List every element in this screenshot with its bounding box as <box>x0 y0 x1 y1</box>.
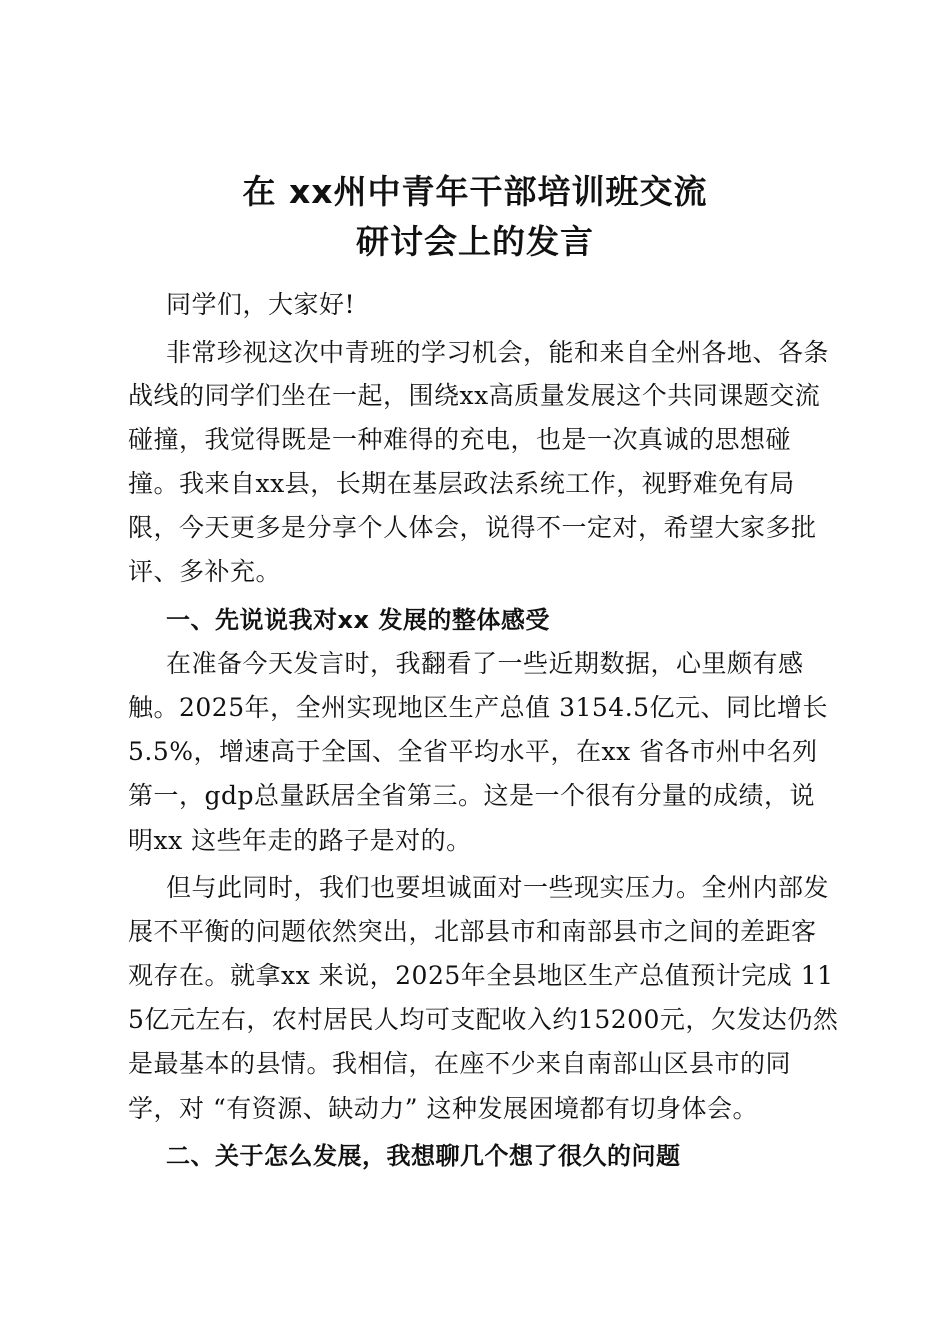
paragraph-2-line-1: 在准备今天发言时，我翻看了一些近期数据，心里颇有感 <box>166 649 804 678</box>
paragraph-2-line-5: 明xx 这些年走的路子是对的。 <box>128 826 472 855</box>
paragraph-1-line-4: 撞。我来自xx县，长期在基层政法系统工作，视野难免有局 <box>128 469 795 498</box>
greeting: 同学们，大家好! <box>166 290 356 319</box>
paragraph-3-line-3: 观存在。就拿xx 来说，2025年全县地区生产总值预计完成 11 <box>128 961 834 990</box>
paragraph-3-line-4: 5亿元左右，农村居民人均可支配收入约15200元，欠发达仍然 <box>128 1005 839 1034</box>
paragraph-3-line-1: 但与此同时，我们也要坦诚面对一些现实压力。全州内部发 <box>166 873 830 902</box>
paragraph-3-line-5: 是最基本的县情。我相信，在座不少来自南部山区县市的同 <box>128 1049 792 1078</box>
paragraph-2-line-4: 第一，gdp总量跃居全省第三。这是一个很有分量的成绩，说 <box>128 781 816 810</box>
paragraph-1-line-3: 碰撞，我觉得既是一种难得的充电，也是一次真诚的思想碰 <box>128 425 792 454</box>
document-title-line-1: 在 xx州中青年干部培训班交流 <box>242 172 708 211</box>
paragraph-3-line-2: 展不平衡的问题依然突出，北部县市和南部县市之间的差距客 <box>128 917 817 946</box>
paragraph-1-line-2: 战线的同学们坐在一起，围绕xx高质量发展这个共同课题交流 <box>128 381 821 410</box>
paragraph-1-line-6: 评、多补充。 <box>128 557 282 586</box>
paragraph-1-line-5: 限，今天更多是分享个人体会，说得不一定对，希望大家多批 <box>128 513 817 542</box>
section-heading-2: 二、关于怎么发展，我想聊几个想了很久的问题 <box>166 1142 681 1170</box>
document-title-line-2: 研讨会上的发言 <box>356 222 594 261</box>
paragraph-1-line-1: 非常珍视这次中青班的学习机会，能和来自全州各地、各条 <box>166 338 830 367</box>
section-heading-1: 一、先说说我对xx 发展的整体感受 <box>166 606 550 634</box>
paragraph-2-line-2: 触。2025年，全州实现地区生产总值 3154.5亿元、同比增长 <box>128 693 829 722</box>
paragraph-3-line-6: 学，对 “有资源、缺动力” 这种发展困境都有切身体会。 <box>128 1094 758 1123</box>
paragraph-2-line-3: 5.5%，增速高于全国、全省平均水平，在xx 省各市州中名列 <box>128 737 818 766</box>
